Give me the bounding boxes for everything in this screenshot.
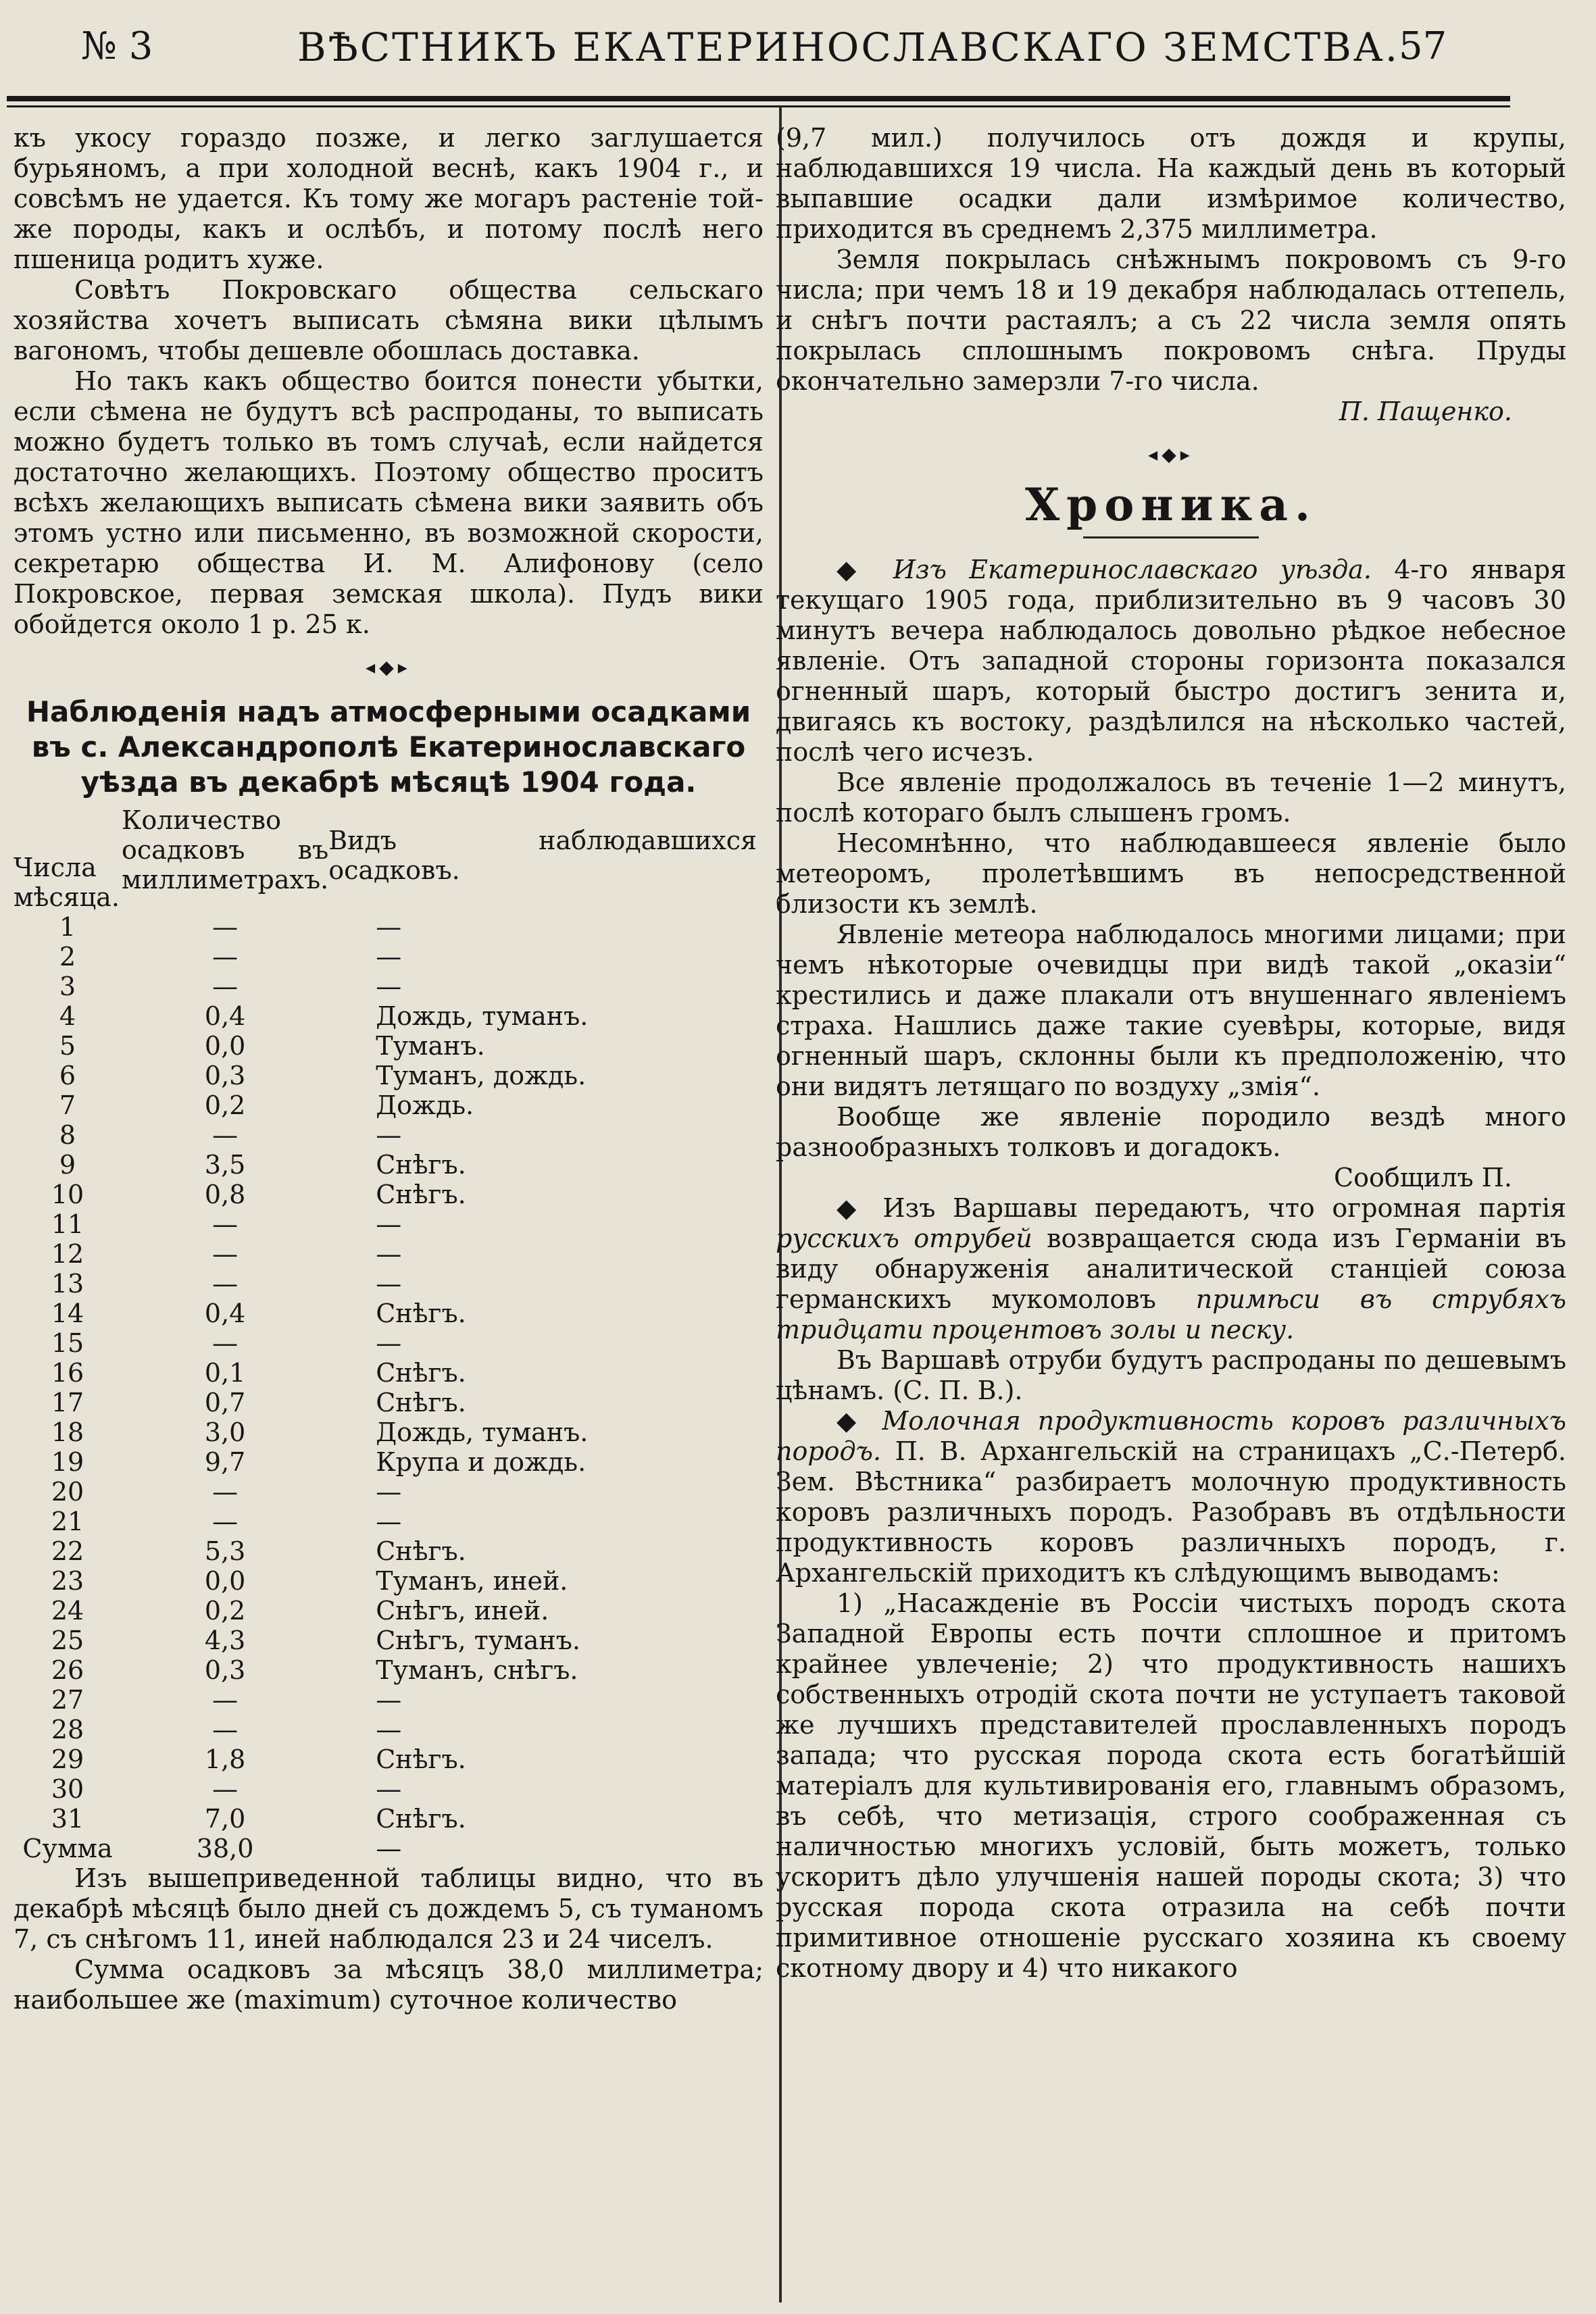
- kind-cell: Снѣгъ.: [376, 1804, 466, 1834]
- amount-cell: —: [212, 1269, 239, 1299]
- left-column: [14, 123, 764, 2015]
- kind-cell: —: [376, 1239, 402, 1269]
- day-cell: 13: [51, 1269, 84, 1299]
- day-cell: 8: [59, 1120, 76, 1150]
- day-cell: 3: [59, 972, 76, 1001]
- table-row: [14, 1388, 757, 1417]
- day-cell: 2: [59, 942, 76, 972]
- kind-cell: —: [376, 912, 402, 942]
- kind-cell: Снѣгъ.: [376, 1358, 466, 1388]
- table-row: [14, 1180, 757, 1209]
- kind-cell: Дождь.: [376, 1090, 474, 1120]
- chronicle-title: Хроника.: [1024, 478, 1318, 531]
- amount-cell: 0,2: [204, 1596, 246, 1626]
- day-cell: 29: [51, 1744, 84, 1774]
- table-row: [14, 1715, 757, 1744]
- kind-cell: Крупа и дождь.: [376, 1447, 587, 1477]
- table-row: [14, 1655, 757, 1685]
- news-item: [776, 1193, 1566, 1345]
- page-number: 57: [1399, 24, 1447, 68]
- paragraph: Все явленіе продолжалось въ теченіе 1—2 минутъ, послѣ котораго былъ слышенъ громъ.: [776, 768, 1566, 828]
- kind-cell: —: [376, 1209, 402, 1239]
- amount-cell: —: [212, 1239, 239, 1269]
- day-cell: Сумма: [22, 1834, 113, 1863]
- table-row: [14, 1804, 757, 1834]
- amount-cell: —: [212, 1507, 239, 1536]
- col-head-day: Числа мѣсяца.: [14, 853, 120, 912]
- amount-cell: —: [212, 1685, 239, 1715]
- header-rule: [7, 96, 1510, 101]
- signature: П. Пащенко.: [1339, 397, 1512, 426]
- kind-cell: Снѣгъ.: [376, 1150, 466, 1180]
- ornament-divider: ◂◆▸: [1148, 443, 1194, 466]
- amount-cell: —: [212, 1715, 239, 1744]
- table-row: [14, 1596, 757, 1626]
- paragraph: Но такъ какъ общество боится понести убытки, если сѣмена не будутъ всѣ распроданы, то выписать можно будетъ только въ томъ случаѣ, если найдется достаточно желающихъ. Поэтому общество проситъ всѣхъ желающихъ выписать сѣмена вики заявить объ этомъ устно или письменно, въ возможной скорости, секретарю общества И. М. Алифонову (село Покровское, первая земская школа). Пудъ вики обойдется около 1 р. 25 к.: [14, 366, 764, 639]
- table-row: [14, 1269, 757, 1299]
- news-text: Въ Варшавѣ отруби будутъ распроданы по дешевымъ цѣнамъ.: [776, 1345, 1566, 1405]
- table-row: [14, 1120, 757, 1150]
- paragraph: [776, 1345, 1566, 1406]
- table-row: [14, 1001, 757, 1031]
- day-cell: 6: [59, 1061, 76, 1090]
- header-rule-thin: [7, 105, 1510, 107]
- day-cell: 4: [59, 1001, 76, 1031]
- signature: Сообщилъ П.: [1334, 1163, 1512, 1192]
- day-cell: 25: [51, 1626, 84, 1655]
- journal-title: ВѢСТНИКЪ ЕКАТЕРИНОСЛАВСКАГО ЗЕМСТВА.: [297, 24, 1400, 70]
- kind-cell: Дождь, туманъ.: [376, 1417, 589, 1447]
- kind-cell: Снѣгъ, иней.: [376, 1596, 549, 1626]
- table-row: [14, 1061, 757, 1090]
- paragraph: Земля покрылась снѣжнымъ покровомъ съ 9-го числа; при чемъ 18 и 19 декабря наблюдалась оттепель, и снѣгъ почти растаялъ; а съ 22 числа земля опять покрылась сплошнымъ покровомъ снѣга. Пруды окончательно замерзли 7-го числа.: [776, 245, 1566, 396]
- day-cell: 21: [51, 1507, 84, 1536]
- kind-cell: —: [376, 1685, 402, 1715]
- kind-cell: —: [376, 1834, 402, 1863]
- paragraph: Вообще же явленіе породило вездѣ много разнообразныхъ толковъ и догадокъ.: [776, 1102, 1566, 1162]
- page-header: [0, 24, 1596, 92]
- table-row: [14, 1685, 757, 1715]
- day-cell: 11: [51, 1209, 84, 1239]
- precipitation-table: [14, 805, 757, 1863]
- amount-cell: 4,3: [204, 1626, 246, 1655]
- paragraph: Явленіе метеора наблюдалось многими лицами; при чемъ нѣкоторые очевидцы при видѣ такой „оказіи“ крестились и даже плакали отъ внушеннаго явленіемъ страха. Нашлись даже такие суевѣры, которые, видя огненный шаръ, склонны были къ предположенію, что они видятъ летящаго по воздуху „змія“.: [776, 920, 1566, 1101]
- kind-cell: —: [376, 1477, 402, 1507]
- amount-cell: 3,0: [204, 1417, 246, 1447]
- paragraph: 1) „Насажденіе въ Россіи чистыхъ породъ скота Западной Европы есть почти сплошное и притомъ крайнее увлеченіе; 2) что продуктивность нашихъ собственныхъ отродій скота почти не уступаетъ таковой же лучшихъ представителей прославленныхъ породъ запада; что русская порода скота есть богатѣйшій матеріалъ для культивированія его, главнымъ образомъ, въ себѣ, что метизація, строго соображенная съ наличностью многихъ условій, быть можетъ, только ускоритъ дѣло улучшенія нашей породы скота; 3) что русская порода скота отразила на себѣ почти примитивное отношеніе русскаго хозяина къ своему скотному двору и 4) что никакого: [776, 1588, 1566, 1983]
- news-text: П. В. Архангельскій на страницахъ „С.-Петерб. Зем. Вѣстника“ разбираетъ молочную продуктивность коровъ различныхъ породъ. Разобравъ въ отдѣльности продуктивность коровъ различныхъ породъ, г. Архангельскій приходитъ къ слѣдующимъ выводамъ:: [776, 1436, 1566, 1588]
- table-row: [14, 1417, 757, 1447]
- table-row: [14, 1566, 757, 1596]
- day-cell: 28: [51, 1715, 84, 1744]
- table-row: [14, 1209, 757, 1239]
- amount-cell: 0,1: [204, 1358, 246, 1388]
- amount-cell: 38,0: [196, 1834, 254, 1863]
- day-cell: 22: [51, 1536, 84, 1566]
- news-item: [776, 555, 1566, 768]
- amount-cell: 0,4: [204, 1001, 246, 1031]
- amount-cell: 5,3: [204, 1536, 246, 1566]
- amount-cell: —: [212, 1120, 239, 1150]
- table-row: [14, 1358, 757, 1388]
- paragraph: Несомнѣнно, что наблюдавшееся явленіе было метеоромъ, пролетѣвшимъ въ непосредственной близости къ землѣ.: [776, 828, 1566, 919]
- day-cell: 20: [51, 1477, 84, 1507]
- amount-cell: 9,7: [204, 1447, 246, 1477]
- day-cell: 18: [51, 1417, 84, 1447]
- amount-cell: 0,3: [204, 1061, 246, 1090]
- kind-cell: Туманъ, снѣгъ.: [376, 1655, 578, 1685]
- kind-cell: Снѣгъ.: [376, 1744, 466, 1774]
- ornament-divider: ◂◆▸: [366, 656, 412, 678]
- amount-cell: 1,8: [204, 1744, 246, 1774]
- day-cell: 7: [59, 1090, 76, 1120]
- col-head-kind: Видъ наблюдавшихся осадковъ.: [328, 826, 757, 885]
- day-cell: 16: [51, 1358, 84, 1388]
- paragraph: къ укосу гораздо позже, и легко заглушается бурьяномъ, а при холодной веснѣ, какъ 1904 г., и совсѣмъ не удается. Къ тому же могаръ растеніе той-же породы, какъ и ослѣбъ, и потому послѣ него пшеница родитъ хуже.: [14, 123, 764, 274]
- title-underline: [1083, 536, 1259, 538]
- amount-cell: —: [212, 1209, 239, 1239]
- news-text: Изъ Варшавы передаютъ, что огромная партія: [882, 1193, 1566, 1223]
- issue-number: № 3: [81, 24, 153, 68]
- news-text: 4-го января текущаго 1905 года, приблизительно въ 9 часовъ 30 минутъ вечера наблюдалось довольно рѣдкое небесное явленіе. Отъ западной стороны горизонта показался огненный шаръ, который быстро достигъ зенита и, двигаясь къ востоку, раздѣлился на нѣсколько частей, послѣ чего исчезъ.: [776, 555, 1566, 767]
- kind-cell: —: [376, 1120, 402, 1150]
- kind-cell: —: [376, 1715, 402, 1744]
- news-item: [776, 1406, 1566, 1588]
- table-row: [14, 1328, 757, 1358]
- col-head-amount: Количество осадковъ въ миллиметрахъ.: [122, 805, 329, 895]
- kind-cell: Снѣгъ.: [376, 1388, 466, 1417]
- table-row: [14, 1150, 757, 1180]
- day-cell: 30: [51, 1774, 84, 1804]
- table-row: [14, 1239, 757, 1269]
- day-cell: 12: [51, 1239, 84, 1269]
- kind-cell: Дождь, туманъ.: [376, 1001, 589, 1031]
- news-text: возвращается сюда изъ Германіи въ виду обнаруженія аналитической станціей союза германскихъ мукомоловъ: [776, 1224, 1566, 1314]
- kind-cell: —: [376, 1328, 402, 1358]
- kind-cell: —: [376, 1507, 402, 1536]
- table-row: [14, 1507, 757, 1536]
- source-tag: (С. П. В.).: [893, 1376, 1023, 1405]
- kind-cell: Снѣгъ.: [376, 1299, 466, 1328]
- kind-cell: Туманъ, дождь.: [376, 1061, 587, 1090]
- paragraph: (9,7 мил.) получилось отъ дождя и крупы, наблюдавшихся 19 числа. На каждый день въ который выпавшие осадки дали измѣримое количество, приходится въ среднемъ 2,375 миллиметра.: [776, 123, 1566, 244]
- right-column: [776, 123, 1566, 1984]
- kind-cell: Снѣгъ, туманъ.: [376, 1626, 580, 1655]
- amount-cell: —: [212, 942, 239, 972]
- amount-cell: —: [212, 1774, 239, 1804]
- table-title: Наблюденія надъ атмосферными осадками въ с. Александрополѣ Екатеринославскаго уѣзда въ декабрѣ мѣсяцѣ 1904 года.: [26, 695, 751, 799]
- table-row: [14, 1626, 757, 1655]
- table-row: [14, 1774, 757, 1804]
- paragraph: Совѣтъ Покровскаго общества сельскаго хозяйства хочетъ выписать сѣмяна вики цѣлымъ вагономъ, чтобы дешевле обошлась доставка.: [14, 275, 764, 366]
- kind-cell: Снѣгъ.: [376, 1180, 466, 1209]
- table-row: [14, 1744, 757, 1774]
- day-cell: 31: [51, 1804, 84, 1834]
- kind-cell: —: [376, 1774, 402, 1804]
- diamond-bullet-icon: ◆: [837, 1406, 882, 1436]
- news-lead: Изъ Екатеринославскаго уѣзда.: [893, 555, 1372, 584]
- day-cell: 14: [51, 1299, 84, 1328]
- table-row: [14, 1477, 757, 1507]
- amount-cell: —: [212, 1477, 239, 1507]
- day-cell: 17: [51, 1388, 84, 1417]
- table-row: [14, 1031, 757, 1061]
- news-lead: Молочная продуктивность коровъ различныхъ породъ.: [776, 1406, 1566, 1466]
- amount-cell: 0,8: [204, 1180, 246, 1209]
- table-row: [14, 942, 757, 972]
- amount-cell: 0,7: [204, 1388, 246, 1417]
- day-cell: 27: [51, 1685, 84, 1715]
- kind-cell: —: [376, 1269, 402, 1299]
- diamond-bullet-icon: ◆: [837, 555, 893, 584]
- table-row: [14, 972, 757, 1001]
- amount-cell: 0,2: [204, 1090, 246, 1120]
- amount-cell: —: [212, 1328, 239, 1358]
- day-cell: 19: [51, 1447, 84, 1477]
- amount-cell: 0,3: [204, 1655, 246, 1685]
- day-cell: 23: [51, 1566, 84, 1596]
- day-cell: 15: [51, 1328, 84, 1358]
- table-row: [14, 1536, 757, 1566]
- day-cell: 10: [51, 1180, 84, 1209]
- table-row: [14, 1834, 757, 1863]
- day-cell: 1: [59, 912, 76, 942]
- kind-cell: Туманъ.: [376, 1031, 485, 1061]
- amount-cell: 0,4: [204, 1299, 246, 1328]
- table-row: [14, 1090, 757, 1120]
- day-cell: 26: [51, 1655, 84, 1685]
- paragraph: Сумма осадковъ за мѣсяцъ 38,0 миллиметра; наибольшее же (maximum) суточное количество: [14, 1955, 764, 2015]
- day-cell: 5: [59, 1031, 76, 1061]
- news-emphasis: русскихъ отрубей: [776, 1224, 1032, 1253]
- amount-cell: —: [212, 972, 239, 1001]
- amount-cell: —: [212, 912, 239, 942]
- table-row: [14, 1299, 757, 1328]
- kind-cell: Туманъ, иней.: [376, 1566, 568, 1596]
- amount-cell: 0,0: [204, 1031, 246, 1061]
- paragraph: Изъ вышеприведенной таблицы видно, что въ декабрѣ мѣсяцѣ было дней съ дождемъ 5, съ туманомъ 7, съ снѣгомъ 11, иней наблюдался 23 и 24 чиселъ.: [14, 1863, 764, 1954]
- news-emphasis: примѣси въ струбяхъ тридцати процентовъ золы и песку.: [776, 1284, 1566, 1344]
- table-row: [14, 1447, 757, 1477]
- kind-cell: —: [376, 972, 402, 1001]
- day-cell: 9: [59, 1150, 76, 1180]
- diamond-bullet-icon: ◆: [837, 1193, 883, 1223]
- kind-cell: Снѣгъ.: [376, 1536, 466, 1566]
- amount-cell: 0,0: [204, 1566, 246, 1596]
- table-row: [14, 912, 757, 942]
- kind-cell: —: [376, 942, 402, 972]
- amount-cell: 7,0: [204, 1804, 246, 1834]
- day-cell: 24: [51, 1596, 84, 1626]
- amount-cell: 3,5: [204, 1150, 246, 1180]
